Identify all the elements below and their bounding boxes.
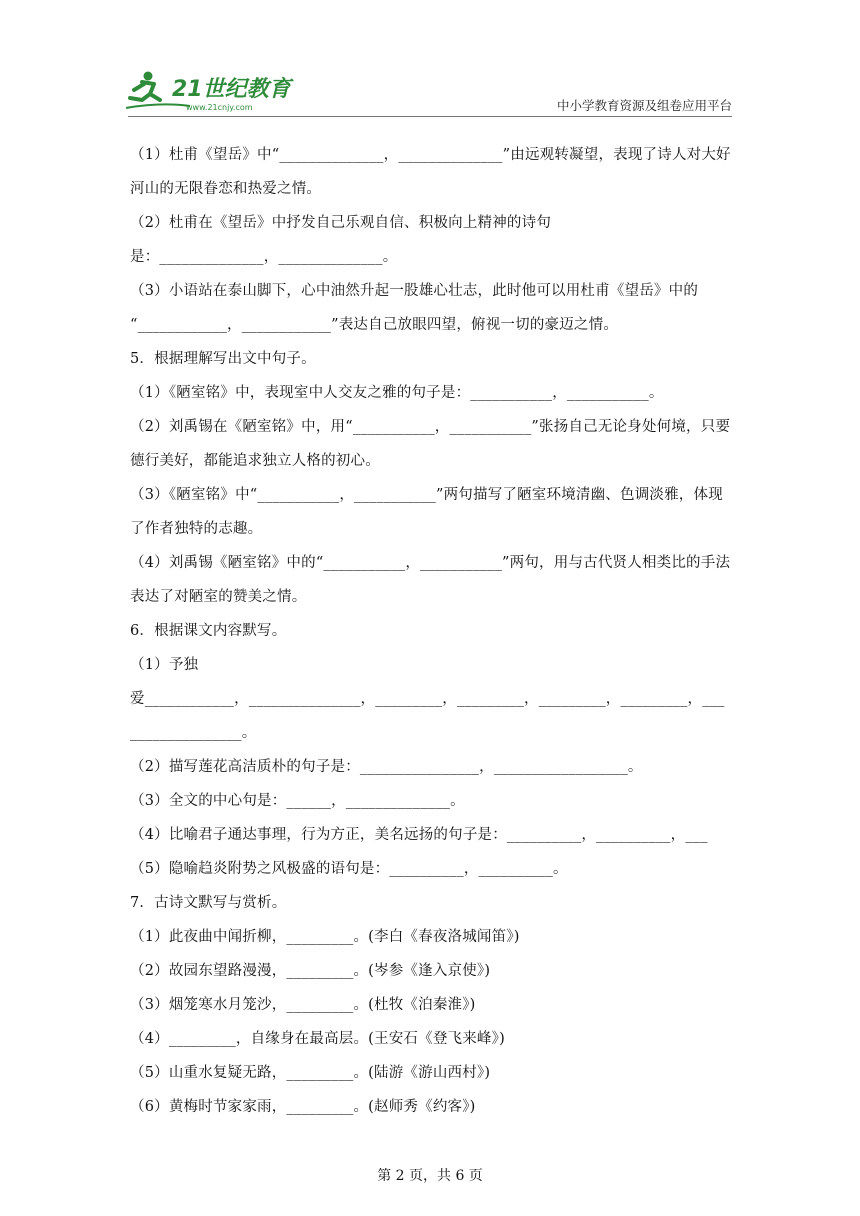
logo-url: www.21cnjy.com bbox=[186, 103, 253, 112]
text-line: （3）烟笼寒水月笼沙，_________。(杜牧《泊秦淮》) bbox=[130, 997, 476, 1013]
logo-21-century-education bbox=[120, 68, 300, 116]
text-line: （4）比喻君子通达事理，行为方正，美名远扬的句子是：__________，__________，___ bbox=[130, 827, 708, 843]
text-line: （6）黄梅时节家家雨，_________。(赵师秀《约客》) bbox=[130, 1099, 476, 1115]
text-line: 是：______________，______________。 bbox=[130, 249, 398, 265]
question-heading: 7．古诗文默写与赏析。 bbox=[130, 895, 287, 911]
logo-text: 21世纪教育 bbox=[172, 77, 291, 102]
text-line: 河山的无限眷恋和热爱之情。 bbox=[130, 181, 322, 197]
page-header bbox=[0, 0, 860, 120]
text-line: （4）刘禹锡《陋室铭》中的“___________，___________”两句，用与古代贤人相类比的手法 bbox=[130, 555, 731, 571]
text-line: 了作者独特的志趣。 bbox=[130, 521, 263, 537]
text-line: “____________，____________”表达自己放眼四望，俯视一切的豪迈之情。 bbox=[130, 317, 619, 333]
text-line: （3）小语站在泰山脚下，心中油然升起一股雄心壮志，此时他可以用杜甫《望岳》中的 bbox=[130, 283, 699, 299]
text-line: （1）杜甫《望岳》中“______________，______________”由远观转凝望，表现了诗人对大好 bbox=[130, 147, 731, 163]
text-line: _______________。 bbox=[130, 725, 257, 741]
text-line: 表达了对陋室的赞美之情。 bbox=[130, 589, 307, 605]
text-line: （2）刘禹锡在《陋室铭》中，用“___________，___________”张扬自己无论身处何境，只要 bbox=[130, 419, 731, 435]
text-line: （1）此夜曲中闻折柳，_________。(李白《春夜洛城闻笛》) bbox=[130, 929, 520, 945]
platform-name: 中小学教育资源及组卷应用平台 bbox=[556, 98, 732, 113]
question-heading: 5．根据理解写出文中句子。 bbox=[130, 351, 316, 367]
question-heading: 6．根据课文内容默写。 bbox=[130, 623, 287, 639]
text-line: （2）描写莲花高洁质朴的句子是：________________，__________________。 bbox=[130, 759, 643, 775]
text-line: （3）《陋室铭》中“___________，___________”两句描写了陋室环境清幽、色调淡雅，体现 bbox=[130, 487, 723, 503]
text-line: 爱____________，_______________，_________，_________，_________，_________，___ bbox=[130, 691, 725, 707]
text-line: （4）_________，自缘身在最高层。(王安石《登飞来峰》) bbox=[130, 1031, 505, 1047]
text-line: （2）杜甫在《望岳》中抒发自己乐观自信、积极向上精神的诗句 bbox=[130, 215, 552, 231]
text-line: （5）隐喻趋炎附势之风极盛的语句是：__________，__________。 bbox=[130, 861, 568, 877]
text-line: （3）全文的中心句是：______，______________。 bbox=[130, 793, 465, 809]
text-line: （1）《陋室铭》中，表现室中人交友之雅的句子是：___________，___________。 bbox=[130, 385, 664, 401]
page-number: 第 2 页，共 6 页 bbox=[377, 1168, 483, 1184]
text-line: （1）予独 bbox=[130, 657, 199, 673]
text-line: （2）故园东望路漫漫，_________。(岑参《逢入京使》) bbox=[130, 963, 491, 979]
text-line: 德行美好，都能追求独立人格的初心。 bbox=[130, 453, 380, 469]
header-divider bbox=[128, 116, 732, 117]
text-line: （5）山重水复疑无路，_________。(陆游《游山西村》) bbox=[130, 1065, 491, 1081]
